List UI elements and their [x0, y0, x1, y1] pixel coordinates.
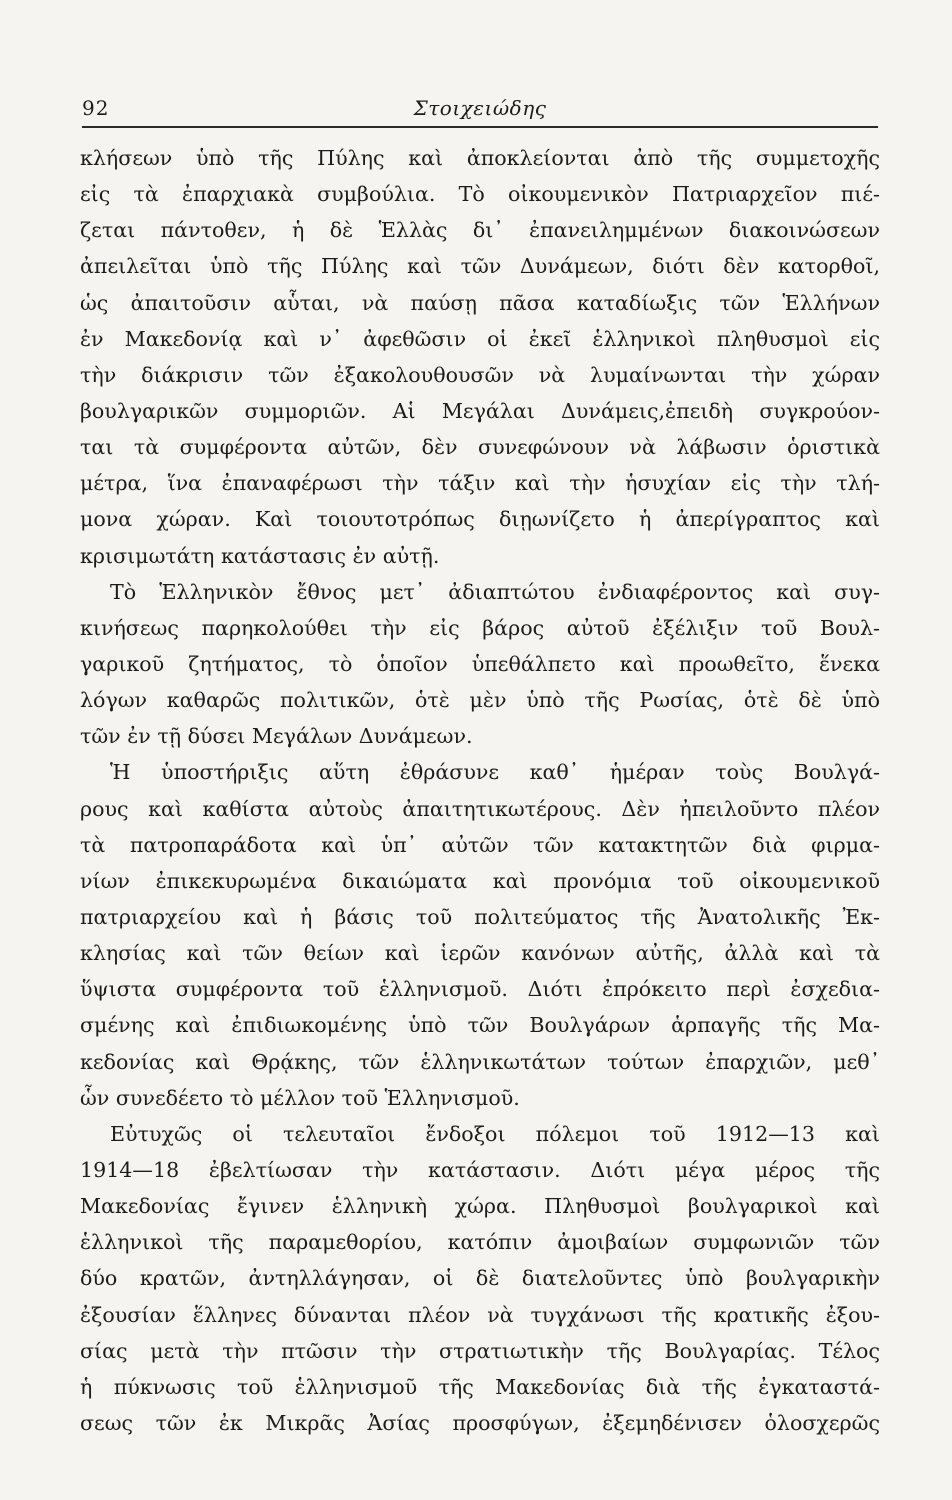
text-line: γαρικοῦ ζητήματος, τὸ ὁποῖον ὑπεθάλπετο καὶ προωθεῖτο, ἕνεκα	[80, 651, 880, 676]
text-line: ἐν Μακεδονίᾳ καὶ ν᾿ ἀφεθῶσιν οἱ ἐκεῖ ἑλληνικοὶ πληθυσμοὶ εἰς	[80, 326, 880, 351]
text-line: κλησίας καὶ τῶν θείων καὶ ἱερῶν κανόνων αὐτῆς, ἀλλὰ καὶ τὰ	[80, 941, 880, 966]
text-line: 1914—18 ἐβελτίωσαν τὴν κατάστασιν. Διότι μέγα μέρος τῆς	[80, 1157, 880, 1182]
text-line: ζεται πάντοθεν, ἡ δὲ Ἑλλὰς δι᾿ ἐπανειλημμένων διακοινώσεων	[80, 218, 880, 243]
text-line: κεδονίας καὶ Θρᾴκης, τῶν ἑλληνικωτάτων τούτων ἐπαρχιῶν, μεθ᾿	[80, 1049, 880, 1074]
text-line: λόγων καθαρῶς πολιτικῶν, ὁτὲ μὲν ὑπὸ τῆς Ρωσίας, ὁτὲ δὲ ὑπὸ	[80, 688, 880, 713]
text-line: κινήσεως παρηκολούθει τὴν εἰς βάρος αὐτοῦ ἐξέλιξιν τοῦ Βουλ-	[80, 615, 880, 640]
text-line: κρισιμωτάτη κατάστασις ἐν αὐτῇ.	[80, 543, 440, 568]
text-line: μέτρα, ἵνα ἐπαναφέρωσι τὴν τάξιν καὶ τὴν ἡσυχίαν εἰς τὴν τλή-	[80, 471, 880, 496]
text-line: ἀπειλεῖται ὑπὸ τῆς Πύλης καὶ τῶν Δυνάμεων, διότι δὲν κατορθοῖ,	[80, 254, 880, 279]
text-line: νίων ἐπικεκυρωμένα δικαιώματα καὶ προνόμια τοῦ οἰκουμενικοῦ	[80, 868, 880, 893]
text-line: κλήσεων ὑπὸ τῆς Πύλης καὶ ἀποκλείονται ἀπὸ τῆς συμμετοχῆς	[80, 146, 880, 170]
text-line: ὧν συνεδέετο τὸ μέλλον τοῦ Ἑλληνισμοῦ.	[80, 1085, 520, 1110]
text-line: ὡς ἀπαιτοῦσιν αὗται, νὰ παύσῃ πᾶσα καταδίωξις τῶν Ἑλλήνων	[80, 290, 880, 315]
text-line: Εὐτυχῶς οἱ τελευταῖοι ἔνδοξοι πόλεμοι τοῦ 1912—13 καὶ	[110, 1121, 880, 1146]
text-line: ἡ πύκνωσις τοῦ ἑλληνισμοῦ τῆς Μακεδονίας διὰ τῆς ἐγκαταστά-	[80, 1374, 880, 1399]
text-line: τῶν ἐν τῇ δύσει Μεγάλων Δυνάμεων.	[80, 724, 473, 749]
text-line: σμένης καὶ ἐπιδιωκομένης ὑπὸ τῶν Βουλγάρων ἁρπαγῆς τῆς Μα-	[80, 1013, 880, 1038]
header-rule	[82, 126, 878, 128]
text-line: πατριαρχείου καὶ ἡ βάσις τοῦ πολιτεύματος τῆς Ἀνατολικῆς Ἐκ-	[80, 904, 880, 929]
page-header	[80, 94, 880, 128]
text-line: δύο κρατῶν, ἀντηλλάγησαν, οἱ δὲ διατελοῦντες ὑπὸ βουλγαρικὴν	[80, 1266, 880, 1291]
page-number: 92	[82, 96, 110, 120]
text-line: τὴν διάκρισιν τῶν ἐξακολουθουσῶν νὰ λυμαίνωνται τὴν χώραν	[80, 362, 880, 387]
text-line: εἰς τὰ ἐπαρχιακὰ συμβούλια. Τὸ οἰκουμενικὸν Πατριαρχεῖον πιέ-	[80, 182, 880, 207]
text-line: ἐξουσίαν ἕλληνες δύνανται πλέον νὰ τυγχάνωσι τῆς κρατικῆς ἐξου-	[80, 1302, 880, 1327]
text-line: ἑλληνικοὶ τῆς παραμεθορίου, κατόπιν ἀμοιβαίων συμφωνιῶν τῶν	[80, 1230, 880, 1255]
text-line: τὰ πατροπαράδοτα καὶ ὑπ᾿ αὐτῶν τῶν κατακτητῶν διὰ φιρμα-	[80, 832, 880, 857]
text-line: Μακεδονίας ἔγινεν ἑλληνικὴ χώρα. Πληθυσμοὶ βουλγαρικοὶ καὶ	[80, 1194, 880, 1219]
text-line: σίας μετὰ τὴν πτῶσιν τὴν στρατιωτικὴν τῆς Βουλγαρίας. Τέλος	[80, 1338, 880, 1363]
text-line: μονα χώραν. Καὶ τοιουτοτρόπως διῃωνίζετο ἡ ἀπερίγραπτος καὶ	[80, 507, 880, 532]
body-text	[80, 140, 880, 1441]
running-title: Στοιχειώδης	[413, 96, 547, 120]
text-line: ρους καὶ καθίστα αὐτοὺς ἀπαιτητικωτέρους. Δὲν ἠπειλοῦντο πλέον	[80, 796, 880, 821]
text-line: ὕψιστα συμφέροντα τοῦ ἑλληνισμοῦ. Διότι ἐπρόκειτο περὶ ἐσχεδια-	[80, 977, 880, 1002]
text-line: βουλγαρικῶν συμμοριῶν. Αἱ Μεγάλαι Δυνάμεις,ἐπειδὴ συγκρούον-	[80, 398, 880, 423]
text-line: ται τὰ συμφέροντα αὐτῶν, δὲν συνεφώνουν νὰ λάβωσιν ὁριστικὰ	[80, 435, 880, 460]
text-line: σεως τῶν ἐκ Μικρᾶς Ἀσίας προσφύγων, ἐξεμηδένισεν ὁλοσχερῶς	[80, 1410, 880, 1435]
text-line: Τὸ Ἑλληνικὸν ἔθνος μετ᾿ ἀδιαπτώτου ἐνδιαφέροντος καὶ συγ-	[110, 579, 880, 604]
text-line: Ἡ ὑποστήριξις αὕτη ἐθράσυνε καθ᾿ ἡμέραν τοὺς Βουλγά-	[110, 760, 880, 785]
